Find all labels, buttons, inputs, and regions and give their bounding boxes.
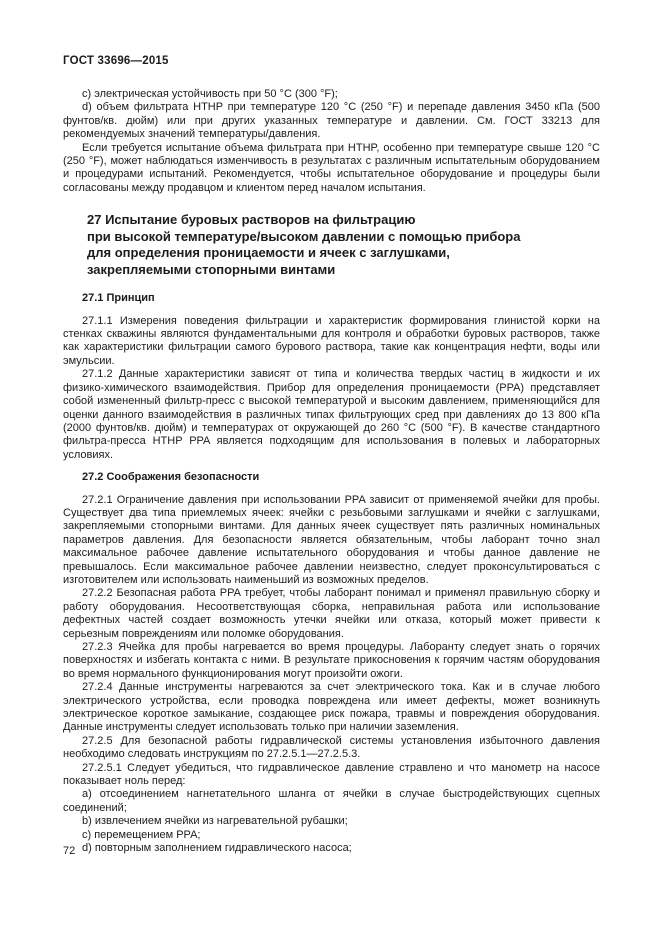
subsection-27-2-heading: 27.2 Соображения безопасности xyxy=(82,471,260,484)
list-item-d-27-2-5-1: d) повторным заполнением гидравлического насоса; xyxy=(82,842,352,855)
section-27-title-line-2: при высокой температуре/высоком давлении с помощью прибора xyxy=(87,228,521,244)
section-27-title-line-3: для определения проницаемости и ячеек с заглушками, xyxy=(87,245,450,261)
list-item-c: c) электрическая устойчивость при 50 °C (300 °F); xyxy=(82,88,338,100)
paragraph-27-1-1: 27.1.1 Измерения поведения фильтрации и характеристик формирования глинистой корки на стенках скважины являются фундаментальными для контроля и обработки буровых растворов, также как характеристики фильтрации самого бурового раствора, такие как концентрация нефти, воды или эмульсии. xyxy=(63,314,600,367)
list-item-a-27-2-5-1: a) отсоединением нагнетательного шланга от ячейки в случае быстродействующих сцепных соединений; xyxy=(63,788,600,814)
page-number: 72 xyxy=(63,845,76,857)
paragraph-27-2-5: 27.2.5 Для безопасной работы гидравлической системы установления избыточного давления необходимо следовать инструкциям по 27.2.5.1—27.2.5.3. xyxy=(63,734,600,761)
intro-paragraph: Если требуется испытание объема фильтрата при HTHP, особенно при температуре свыше 120 °C (250 °F), может наблюдаться изменчивость в результатах с различным испытательным оборудованием и процедурами испытаний. Рекомендуется, чтобы испытательное оборудование и процедуры были согласованы между продавцом и клиентом перед началом испытания. xyxy=(63,141,600,194)
list-item-b-27-2-5-1: b) извлечением ячейки из нагревательной рубашки; xyxy=(82,815,348,828)
paragraph-27-1-2: 27.1.2 Данные характеристики зависят от типа и количества твердых частиц в жидкости и их физико-химического взаимодействия. Прибор для определения проницаемости (PPA) представляет собой измененный фильтр-пресс с высокой температурой и высоким давлением, применяющийся для оценки данного взаимодействия в различных типах фильтрующих сред при давлениях до 13 800 кПа (2000 фунтов/кв. дюйм) и температурах от окружающей до 260 °C (500 °F). В качестве стандартного фильтра-пресса HTHP PPA является подходящим для использования в полевых и лабораторных условиях. xyxy=(63,368,600,461)
section-27-title-line-4: закрепляемыми стопорными винтами xyxy=(87,261,336,277)
list-item-c-27-2-5-1: c) перемещением PPA; xyxy=(82,828,201,841)
paragraph-27-2-3: 27.2.3 Ячейка для пробы нагревается во время процедуры. Лаборанту следует знать о горячих поверхностях и избегать контакта с ними. В результате прикосновения к горячим частям оборудования во время нормального функционирования могут произойти ожоги. xyxy=(63,641,600,680)
paragraph-27-2-2: 27.2.2 Безопасная работа PPA требует, чтобы лаборант понимал и применял правильную сборку и работу оборудования. Несоответствующая сборка, неправильная работа или использование дефектных частей создает возможность утечки ячейки или отказа, который может привести к серьезным повреждениям или поломке оборудования. xyxy=(63,587,600,640)
section-27-title xyxy=(87,212,600,278)
paragraph-27-2-5-1: 27.2.5.1 Следует убедиться, что гидравлическое давление стравлено и что манометр на насосе показывает ноль перед: xyxy=(63,761,600,788)
paragraph-27-2-4: 27.2.4 Данные инструменты нагреваются за счет электрического тока. Как и в случае любого электрического устройства, если проводка повреждена или имеет дефекты, может возникнуть электрическое короткое замыкание, создающее риск пожара, травмы и повреждения оборудования. Данные инструменты следует использовать только при наличии заземления. xyxy=(63,681,600,734)
paragraph-27-2-1: 27.2.1 Ограничение давления при использовании PPA зависит от применяемой ячейки для пробы. Существует два типа приемлемых ячеек: ячейки с резьбовыми заглушками и ячейки с заглушками, закрепляемыми стопорными винтами. Для данных ячеек существует пять различных номинальных параметров давления. Для безопасности является обязательным, чтобы лаборант точно знал максимальное рабочее давление испытательного оборудования и чтобы данное давление не превышалось. Если максимальное рабочее давлении неизвестно, следует проконсультироваться с изготовителем или использовать наименьший из возможных пределов. xyxy=(63,493,600,586)
list-item-d: d) объем фильтрата HTHP при температуре 120 °C (250 °F) и перепаде давления 3450 кПа (500 фунтов/кв. дюйм) или при других указанных температуре и давлении. См. ГОСТ 33213 для рекомендуемых значений температуры/давления. xyxy=(63,101,600,141)
doc-header: ГОСТ 33696—2015 xyxy=(63,55,169,67)
section-27-title-line-1: 27 Испытание буровых растворов на фильтрацию xyxy=(87,212,416,228)
subsection-27-1-heading: 27.1 Принцип xyxy=(82,292,155,305)
